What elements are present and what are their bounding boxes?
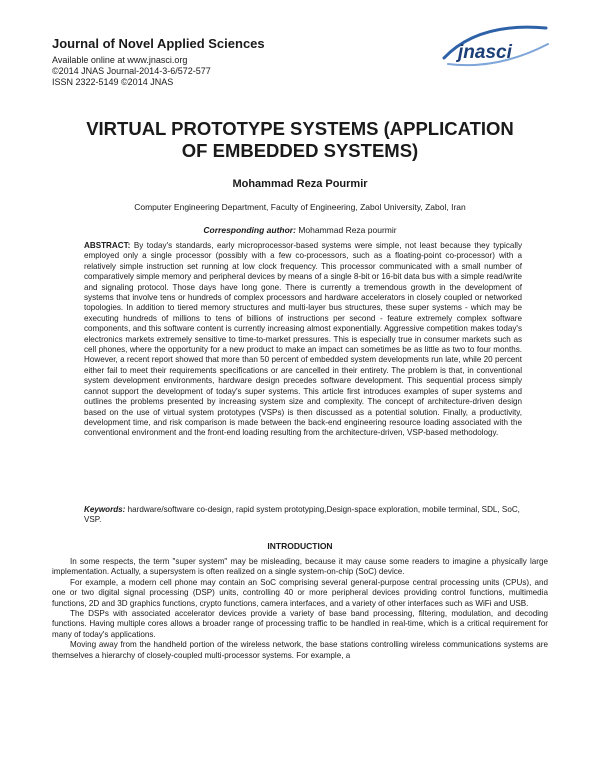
title-line-1: VIRTUAL PROTOTYPE SYSTEMS (APPLICATION [86, 118, 514, 139]
keywords-label: Keywords: [84, 505, 126, 514]
paper-title [52, 118, 548, 162]
jnasci-logo-icon [438, 18, 558, 78]
citation-line: ©2014 JNAS Journal-2014-3-6/572-577 [52, 66, 211, 76]
journal-name: Journal of Novel Applied Sciences [52, 36, 265, 51]
corresponding-label: Corresponding author: [203, 225, 296, 235]
affiliation: Computer Engineering Department, Faculty of Engineering, Zabol University, Zabol, Iran [134, 202, 466, 212]
issn-line: ISSN 2322-5149 ©2014 JNAS [52, 77, 174, 87]
corresponding-author [52, 225, 548, 235]
jnasci-logo [438, 18, 558, 78]
body-paragraph: Moving away from the handheld portion of the wireless network, the base stations controlling wireless communications systems are themselves a hierarchy of closely-coupled multi-processor systems. For example, a [52, 640, 548, 660]
body-paragraph: For example, a modern cell phone may contain an SoC comprising several general-purpose central processing units (CPUs), and one or two digital signal processing (DSP) units, controlling 40 or more peripheral devices providing control functions, multimedia functions, 2D and 3D graphics functions, crypto functions, camera interfaces, and a variety of other interfaces such as WiFi and USB. [52, 577, 548, 608]
abstract-label: ABSTRACT: [84, 241, 131, 250]
body-paragraph: The DSPs with associated accelerator devices provide a variety of base band processing, filtering, modulation, and decoding functions. Having multiple cores allows a broader range of processing traffic to be handled in real-time, which is a critical requirement for many of today's applications. [52, 609, 548, 639]
author-name: Mohammad Reza Pourmir [232, 178, 368, 190]
corresponding-name: Mohammad Reza pourmir [298, 225, 397, 235]
keywords-text: hardware/software co-design, rapid system prototyping,Design-space exploration, mobile terminal, SDL, SoC, VSP. [84, 505, 520, 525]
introduction-heading: INTRODUCTION [267, 541, 333, 551]
introduction-body [52, 557, 548, 661]
abstract-text: By today's standards, early microprocessor-based systems were simple, not least because they typically employed only a single processor (possibly with a few co-processors, such as a floating-point co-processor) with a relatively simple instruction set running at low clock frequency. This processor communicated with a small number of comparatively simple memory and peripheral devices by means of a single 8-bit or 16-bit data bus with a simple read/write and signaling protocol. Those days have long gone. There is currently a tremendous growth in the development of systems that involve tens or hundreds of complex processors and hardware accelerators in closely coupled or networked topologies. In addition to tiered memory structures and multi-layer bus structures, these super systems - which may be executing hundreds of millions to tens of billions of instructions per second - feature extremely complex software components, and this software content is currently increasing almost exponentially. Aggressive competition makes today's electronics markets extremely sensitive to time-to-market pressures. This is especially true in consumer markets such as cell phones, where the opportunity for a new product to make an impact can sometimes be as little as two to four months. However, a recent report showed that more than 50 percent of embedded system developments run late, while 20 percent either fail to meet their requirements specifications or are cancelled in their entirety. The problem is that, in conventional system development environments, hardware design precedes software development. This sequential process simply cannot support the development of today's super systems. This article first introduces examples of super systems and outlines the problems presented by increasing system size and complexity. The concept of architecture-driven design based on the use of virtual system prototypes (VSPs) is then discussed as a potential solution. Finally, a productivity, development time, and risk comparison is made between the back-end engineering resource loading associated with the conventional environment and the front-end loading resulting from the architecture-driven, VSP-based methodology. [84, 241, 523, 438]
body-paragraph: In some respects, the term "super system" may be misleading, because it may cause some readers to imagine a physically large implementation. Actually, a supersystem is often realized on a single system-on-chip (SoC) device. [52, 557, 548, 577]
abstract [84, 241, 522, 439]
logo-text: jnasci [458, 42, 512, 63]
keywords [84, 505, 522, 526]
availability-line: Available online at www.jnasci.org [52, 55, 188, 65]
title-line-2: OF EMBEDDED SYSTEMS) [181, 140, 419, 161]
